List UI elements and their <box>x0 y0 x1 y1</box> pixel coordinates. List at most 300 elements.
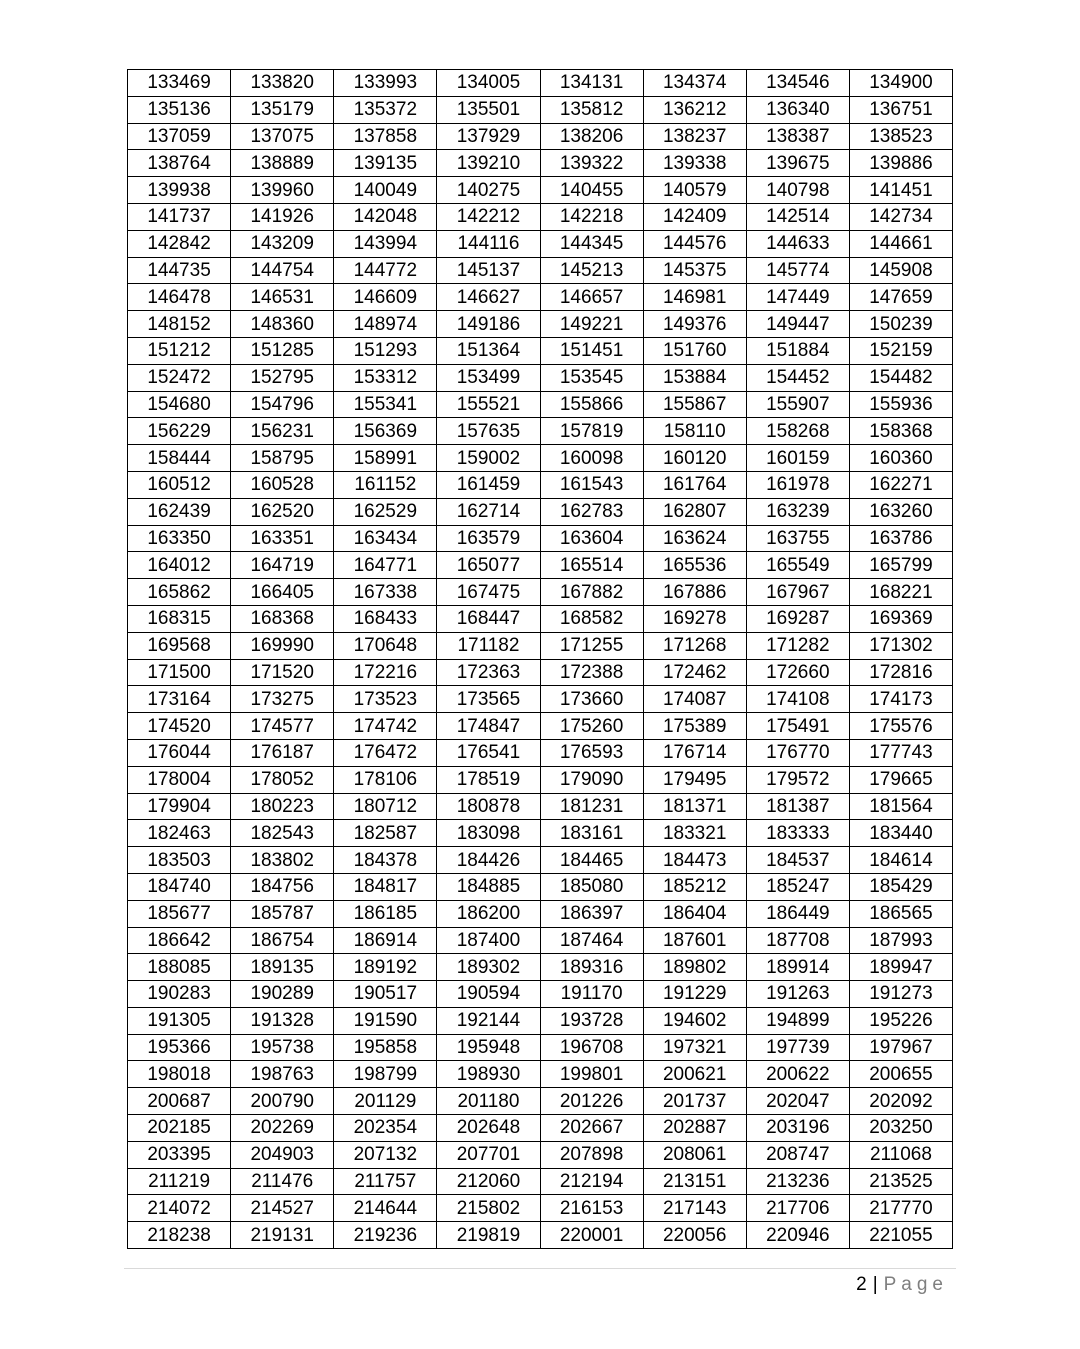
page-label: Page <box>883 1274 948 1295</box>
table-cell: 162439 <box>128 498 231 525</box>
table-cell: 171500 <box>128 659 231 686</box>
table-row <box>128 632 953 659</box>
table-cell: 151364 <box>437 337 540 364</box>
table-cell: 195226 <box>849 1007 952 1034</box>
table-cell: 169568 <box>128 632 231 659</box>
table-cell: 175576 <box>849 713 952 740</box>
table-cell: 137075 <box>231 123 334 150</box>
table-cell: 214072 <box>128 1195 231 1222</box>
table-cell: 154482 <box>849 364 952 391</box>
table-cell: 171302 <box>849 632 952 659</box>
table-cell: 168221 <box>849 579 952 606</box>
table-row <box>128 686 953 713</box>
table-cell: 139322 <box>540 150 643 177</box>
table-cell: 184740 <box>128 873 231 900</box>
table-cell: 185787 <box>231 900 334 927</box>
table-cell: 151285 <box>231 337 334 364</box>
table-row <box>128 498 953 525</box>
table-cell: 136212 <box>643 96 746 123</box>
table-cell: 186404 <box>643 900 746 927</box>
table-cell: 212194 <box>540 1168 643 1195</box>
table-cell: 164719 <box>231 552 334 579</box>
table-cell: 165536 <box>643 552 746 579</box>
table-cell: 195948 <box>437 1034 540 1061</box>
table-cell: 163579 <box>437 525 540 552</box>
table-cell: 168582 <box>540 605 643 632</box>
table-cell: 204903 <box>231 1141 334 1168</box>
table-cell: 162807 <box>643 498 746 525</box>
table-cell: 163239 <box>746 498 849 525</box>
table-row <box>128 579 953 606</box>
table-cell: 211757 <box>334 1168 437 1195</box>
table-cell: 178106 <box>334 766 437 793</box>
table-cell: 167882 <box>540 579 643 606</box>
table-cell: 198018 <box>128 1061 231 1088</box>
table-cell: 154796 <box>231 391 334 418</box>
table-cell: 190283 <box>128 981 231 1008</box>
table-cell: 133469 <box>128 70 231 97</box>
table-cell: 186642 <box>128 927 231 954</box>
footer-divider <box>124 1268 956 1269</box>
table-cell: 203250 <box>849 1115 952 1142</box>
table-cell: 187601 <box>643 927 746 954</box>
table-cell: 141737 <box>128 203 231 230</box>
table-cell: 169369 <box>849 605 952 632</box>
table-cell: 213525 <box>849 1168 952 1195</box>
table-cell: 174577 <box>231 713 334 740</box>
table-row <box>128 793 953 820</box>
table-cell: 201737 <box>643 1088 746 1115</box>
table-cell: 181371 <box>643 793 746 820</box>
table-cell: 187400 <box>437 927 540 954</box>
table-cell: 142048 <box>334 203 437 230</box>
table-row <box>128 900 953 927</box>
table-cell: 190289 <box>231 981 334 1008</box>
table-cell: 185212 <box>643 873 746 900</box>
table-cell: 202354 <box>334 1115 437 1142</box>
table-cell: 171282 <box>746 632 849 659</box>
table-cell: 178052 <box>231 766 334 793</box>
table-row <box>128 766 953 793</box>
table-cell: 184473 <box>643 847 746 874</box>
table-cell: 172388 <box>540 659 643 686</box>
table-row <box>128 257 953 284</box>
table-cell: 160098 <box>540 445 643 472</box>
table-cell: 191263 <box>746 981 849 1008</box>
table-cell: 145213 <box>540 257 643 284</box>
table-cell: 184817 <box>334 873 437 900</box>
table-cell: 158268 <box>746 418 849 445</box>
table-cell: 162529 <box>334 498 437 525</box>
table-cell: 193728 <box>540 1007 643 1034</box>
table-cell: 163604 <box>540 525 643 552</box>
table-cell: 181564 <box>849 793 952 820</box>
table-cell: 184614 <box>849 847 952 874</box>
table-cell: 163755 <box>746 525 849 552</box>
table-cell: 173275 <box>231 686 334 713</box>
table-cell: 142218 <box>540 203 643 230</box>
table-row <box>128 820 953 847</box>
table-cell: 161764 <box>643 471 746 498</box>
table-cell: 133820 <box>231 70 334 97</box>
table-cell: 182543 <box>231 820 334 847</box>
table-cell: 187708 <box>746 927 849 954</box>
table-cell: 148360 <box>231 311 334 338</box>
table-cell: 135179 <box>231 96 334 123</box>
table-cell: 136340 <box>746 96 849 123</box>
table-cell: 197321 <box>643 1034 746 1061</box>
table-cell: 176472 <box>334 739 437 766</box>
table-cell: 154452 <box>746 364 849 391</box>
table-cell: 139675 <box>746 150 849 177</box>
table-cell: 145137 <box>437 257 540 284</box>
table-cell: 134900 <box>849 70 952 97</box>
table-cell: 141451 <box>849 177 952 204</box>
table-row <box>128 123 953 150</box>
table-cell: 174520 <box>128 713 231 740</box>
table-cell: 191328 <box>231 1007 334 1034</box>
table-cell: 184465 <box>540 847 643 874</box>
table-cell: 183333 <box>746 820 849 847</box>
table-cell: 148152 <box>128 311 231 338</box>
table-cell: 167338 <box>334 579 437 606</box>
table-cell: 217770 <box>849 1195 952 1222</box>
table-cell: 138387 <box>746 123 849 150</box>
table-cell: 189947 <box>849 954 952 981</box>
table-cell: 157819 <box>540 418 643 445</box>
table-row <box>128 364 953 391</box>
table-cell: 173565 <box>437 686 540 713</box>
table-row <box>128 391 953 418</box>
table-cell: 185080 <box>540 873 643 900</box>
table-cell: 164012 <box>128 552 231 579</box>
table-cell: 138523 <box>849 123 952 150</box>
table-cell: 178519 <box>437 766 540 793</box>
table-cell: 174742 <box>334 713 437 740</box>
table-cell: 152159 <box>849 337 952 364</box>
table-cell: 163786 <box>849 525 952 552</box>
table-cell: 174173 <box>849 686 952 713</box>
table-cell: 181387 <box>746 793 849 820</box>
table-cell: 149221 <box>540 311 643 338</box>
table-cell: 202185 <box>128 1115 231 1142</box>
table-cell: 151212 <box>128 337 231 364</box>
table-cell: 179572 <box>746 766 849 793</box>
table-cell: 189316 <box>540 954 643 981</box>
table-cell: 135812 <box>540 96 643 123</box>
table-cell: 161152 <box>334 471 437 498</box>
table-cell: 133993 <box>334 70 437 97</box>
table-cell: 160528 <box>231 471 334 498</box>
table-cell: 219236 <box>334 1222 437 1249</box>
table-cell: 146531 <box>231 284 334 311</box>
table-cell: 192144 <box>437 1007 540 1034</box>
table-cell: 190594 <box>437 981 540 1008</box>
table-cell: 186185 <box>334 900 437 927</box>
table-cell: 182587 <box>334 820 437 847</box>
table-cell: 144116 <box>437 230 540 257</box>
table-cell: 145908 <box>849 257 952 284</box>
table-cell: 217706 <box>746 1195 849 1222</box>
table-cell: 207132 <box>334 1141 437 1168</box>
table-cell: 138764 <box>128 150 231 177</box>
table-cell: 213236 <box>746 1168 849 1195</box>
table-cell: 173523 <box>334 686 437 713</box>
table-row <box>128 1088 953 1115</box>
table-cell: 185677 <box>128 900 231 927</box>
table-cell: 162271 <box>849 471 952 498</box>
table-cell: 195366 <box>128 1034 231 1061</box>
table-cell: 139338 <box>643 150 746 177</box>
table-cell: 171520 <box>231 659 334 686</box>
table-cell: 184426 <box>437 847 540 874</box>
table-cell: 162714 <box>437 498 540 525</box>
number-table-body <box>128 70 953 1249</box>
table-cell: 186449 <box>746 900 849 927</box>
table-cell: 173660 <box>540 686 643 713</box>
table-cell: 144772 <box>334 257 437 284</box>
table-cell: 186754 <box>231 927 334 954</box>
table-cell: 142734 <box>849 203 952 230</box>
table-cell: 158444 <box>128 445 231 472</box>
table-cell: 176541 <box>437 739 540 766</box>
table-cell: 172816 <box>849 659 952 686</box>
table-row <box>128 605 953 632</box>
table-row <box>128 873 953 900</box>
table-cell: 214644 <box>334 1195 437 1222</box>
table-cell: 149186 <box>437 311 540 338</box>
table-cell: 135372 <box>334 96 437 123</box>
table-cell: 139135 <box>334 150 437 177</box>
table-cell: 141926 <box>231 203 334 230</box>
table-cell: 217143 <box>643 1195 746 1222</box>
table-row <box>128 1141 953 1168</box>
table-cell: 169287 <box>746 605 849 632</box>
table-cell: 183440 <box>849 820 952 847</box>
table-cell: 156231 <box>231 418 334 445</box>
table-cell: 143209 <box>231 230 334 257</box>
table-cell: 150239 <box>849 311 952 338</box>
table-cell: 158795 <box>231 445 334 472</box>
table-row <box>128 954 953 981</box>
table-cell: 202648 <box>437 1115 540 1142</box>
table-cell: 165799 <box>849 552 952 579</box>
table-cell: 139886 <box>849 150 952 177</box>
table-cell: 165077 <box>437 552 540 579</box>
table-cell: 175260 <box>540 713 643 740</box>
table-cell: 172462 <box>643 659 746 686</box>
table-cell: 149447 <box>746 311 849 338</box>
table-cell: 191590 <box>334 1007 437 1034</box>
table-cell: 176593 <box>540 739 643 766</box>
table-cell: 155867 <box>643 391 746 418</box>
table-cell: 186914 <box>334 927 437 954</box>
table-cell: 178004 <box>128 766 231 793</box>
table-cell: 195858 <box>334 1034 437 1061</box>
table-cell: 189192 <box>334 954 437 981</box>
table-cell: 162520 <box>231 498 334 525</box>
table-cell: 208061 <box>643 1141 746 1168</box>
table-row <box>128 1061 953 1088</box>
table-cell: 137858 <box>334 123 437 150</box>
table-cell: 151760 <box>643 337 746 364</box>
table-cell: 203196 <box>746 1115 849 1142</box>
table-cell: 179904 <box>128 793 231 820</box>
table-cell: 152795 <box>231 364 334 391</box>
table-cell: 163624 <box>643 525 746 552</box>
table-cell: 215802 <box>437 1195 540 1222</box>
table-row <box>128 150 953 177</box>
table-cell: 140579 <box>643 177 746 204</box>
table-cell: 153884 <box>643 364 746 391</box>
table-cell: 202092 <box>849 1088 952 1115</box>
table-cell: 138889 <box>231 150 334 177</box>
table-cell: 155866 <box>540 391 643 418</box>
page-footer <box>856 1274 948 1296</box>
table-cell: 176770 <box>746 739 849 766</box>
table-cell: 207898 <box>540 1141 643 1168</box>
table-cell: 138237 <box>643 123 746 150</box>
table-cell: 191273 <box>849 981 952 1008</box>
table-cell: 189302 <box>437 954 540 981</box>
table-cell: 207701 <box>437 1141 540 1168</box>
table-cell: 163434 <box>334 525 437 552</box>
table-cell: 171182 <box>437 632 540 659</box>
table-cell: 176714 <box>643 739 746 766</box>
table-cell: 183321 <box>643 820 746 847</box>
table-row <box>128 927 953 954</box>
table-cell: 183161 <box>540 820 643 847</box>
table-cell: 143994 <box>334 230 437 257</box>
table-cell: 161543 <box>540 471 643 498</box>
table-cell: 213151 <box>643 1168 746 1195</box>
table-cell: 184378 <box>334 847 437 874</box>
table-cell: 183802 <box>231 847 334 874</box>
table-cell: 136751 <box>849 96 952 123</box>
table-cell: 155521 <box>437 391 540 418</box>
table-cell: 212060 <box>437 1168 540 1195</box>
table-cell: 190517 <box>334 981 437 1008</box>
table-cell: 202047 <box>746 1088 849 1115</box>
footer-separator: | <box>872 1274 878 1295</box>
table-cell: 201180 <box>437 1088 540 1115</box>
table-cell: 168447 <box>437 605 540 632</box>
table-cell: 186565 <box>849 900 952 927</box>
table-cell: 163260 <box>849 498 952 525</box>
table-cell: 184885 <box>437 873 540 900</box>
table-cell: 172363 <box>437 659 540 686</box>
table-cell: 160512 <box>128 471 231 498</box>
table-cell: 142842 <box>128 230 231 257</box>
table-cell: 199801 <box>540 1061 643 1088</box>
table-cell: 149376 <box>643 311 746 338</box>
table-cell: 216153 <box>540 1195 643 1222</box>
table-cell: 167475 <box>437 579 540 606</box>
table-row <box>128 713 953 740</box>
table-cell: 146981 <box>643 284 746 311</box>
table-cell: 198930 <box>437 1061 540 1088</box>
table-cell: 180223 <box>231 793 334 820</box>
table-cell: 220001 <box>540 1222 643 1249</box>
table-cell: 186397 <box>540 900 643 927</box>
table-cell: 174087 <box>643 686 746 713</box>
table-cell: 221055 <box>849 1222 952 1249</box>
table-cell: 220056 <box>643 1222 746 1249</box>
table-cell: 153545 <box>540 364 643 391</box>
table-cell: 172216 <box>334 659 437 686</box>
table-cell: 137059 <box>128 123 231 150</box>
table-cell: 153499 <box>437 364 540 391</box>
table-row <box>128 525 953 552</box>
table-cell: 183503 <box>128 847 231 874</box>
table-cell: 202887 <box>643 1115 746 1142</box>
table-cell: 158110 <box>643 418 746 445</box>
table-row <box>128 1115 953 1142</box>
table-cell: 203395 <box>128 1141 231 1168</box>
table-cell: 179495 <box>643 766 746 793</box>
table-cell: 144735 <box>128 257 231 284</box>
table-cell: 200687 <box>128 1088 231 1115</box>
table-cell: 166405 <box>231 579 334 606</box>
table-row <box>128 739 953 766</box>
table-row <box>128 445 953 472</box>
table-cell: 134374 <box>643 70 746 97</box>
table-cell: 189914 <box>746 954 849 981</box>
number-table <box>127 69 953 1249</box>
table-cell: 189802 <box>643 954 746 981</box>
table-cell: 173164 <box>128 686 231 713</box>
table-row <box>128 552 953 579</box>
table-cell: 179665 <box>849 766 952 793</box>
table-cell: 182463 <box>128 820 231 847</box>
table-cell: 211068 <box>849 1141 952 1168</box>
table-cell: 165862 <box>128 579 231 606</box>
table-cell: 140455 <box>540 177 643 204</box>
table-row <box>128 471 953 498</box>
table-cell: 198763 <box>231 1061 334 1088</box>
table-cell: 211219 <box>128 1168 231 1195</box>
table-cell: 155936 <box>849 391 952 418</box>
table-cell: 163351 <box>231 525 334 552</box>
table-row <box>128 1168 953 1195</box>
table-cell: 154680 <box>128 391 231 418</box>
table-row <box>128 847 953 874</box>
table-row <box>128 659 953 686</box>
table-cell: 144633 <box>746 230 849 257</box>
table-cell: 183098 <box>437 820 540 847</box>
table-cell: 200790 <box>231 1088 334 1115</box>
table-cell: 146478 <box>128 284 231 311</box>
table-cell: 165514 <box>540 552 643 579</box>
table-cell: 144661 <box>849 230 952 257</box>
table-cell: 153312 <box>334 364 437 391</box>
table-cell: 144345 <box>540 230 643 257</box>
table-cell: 142514 <box>746 203 849 230</box>
table-cell: 161978 <box>746 471 849 498</box>
table-cell: 191229 <box>643 981 746 1008</box>
table-cell: 208747 <box>746 1141 849 1168</box>
table-cell: 139938 <box>128 177 231 204</box>
table-cell: 164771 <box>334 552 437 579</box>
table-cell: 145774 <box>746 257 849 284</box>
table-cell: 176187 <box>231 739 334 766</box>
table-row <box>128 1034 953 1061</box>
table-cell: 155341 <box>334 391 437 418</box>
table-cell: 175389 <box>643 713 746 740</box>
table-cell: 194602 <box>643 1007 746 1034</box>
table-cell: 159002 <box>437 445 540 472</box>
table-cell: 163350 <box>128 525 231 552</box>
